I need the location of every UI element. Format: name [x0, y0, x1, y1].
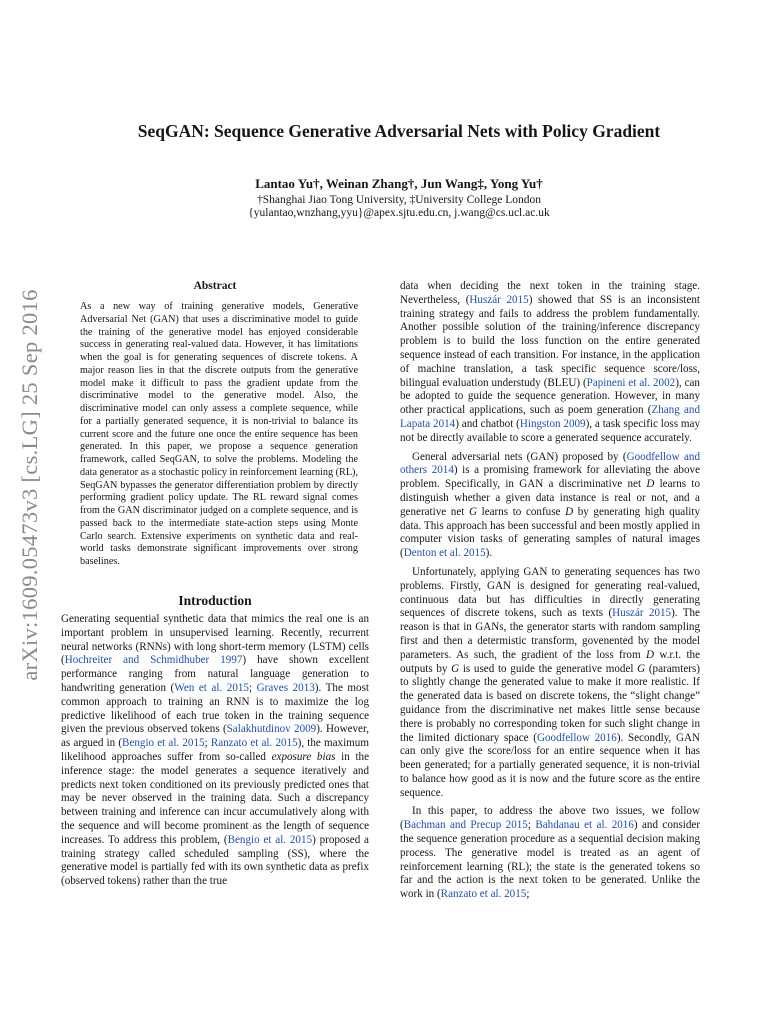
citation-link[interactable]: Huszár 2015 [612, 607, 672, 620]
citation-link[interactable]: Graves 2013 [256, 681, 315, 694]
citation-link[interactable]: Zhang and Lapata 2014 [400, 404, 700, 430]
citation-link[interactable]: Goodfellow and others 2014 [400, 450, 700, 477]
right-paragraph-3: Unfortunately, applying GAN to generating sequences has two problems. Firstly, GAN is designed for generating real-valued, continuous data but has difficulties in directly generating sequences of discrete tokens, such as texts (Huszár 2015). The reason is that in GANs, the generator starts with random sampling first and then a determistic transform, govenented by the model parameters. As such, the gradient of the loss from D w.r.t. the outputs by G is used to guide the generative model G (paramters) to slightly change the generated value to make it more realistic. If the generated data is based on discrete tokens, the “slight change” guidance from the discriminative net makes little sense because there is probably no corresponding token for such slight change in the limited dictionary space (Goodfellow 2016). Secondly, GAN can only give the score/loss for an entire sequence when it has been generated; for a partially generated sequence, it is non-trivial to balance how good as it is now and the future score as the entire sequence. [400, 565, 701, 799]
citation-link[interactable]: Bengio et al. 2015 [227, 833, 313, 846]
author-emails: {yulantao,wnzhang,yyu}@apex.sjtu.edu.cn, j.wang@cs.ucl.ac.uk [248, 207, 550, 219]
arxiv-identifier [10, 270, 50, 700]
citation-link[interactable]: Papineni et al. 2002 [586, 376, 676, 389]
abstract-text: As a new way of training generative models, Generative Adversarial Net (GAN) that uses a discriminative model to guide the training of the generative model has enjoyed considerable success in generating real-valued data. However, it has limitations when the goal is for generating sequences of discrete tokens. A major reason lies in that the discrete outputs from the generative model make it difficult to pass the gradient update from the discriminative model to the generative model. Also, the discriminative model can only assess a complete sequence, while for a partially generated sequence, it is non-trivial to balance its current score and the future one once the entire sequence has been generated. In this paper, we propose a sequence generation framework, called SeqGAN, to solve the problems. Modeling the data generator as a stochastic policy in reinforcement learning (RL), SeqGAN bypasses the generator differentiation problem by directly performing gradient policy update. The RL reward signal comes from the GAN discriminator judged on a complete sequence, and is passed back to the intermediate state-action steps using Monte Carlo search. Extensive experiments on synthetic data and real-world tasks demonstrate significant improvements over strong baselines. [80, 301, 358, 567]
intro-paragraph-1: Generating sequential synthetic data that mimics the real one is an important problem in unsupervised learning. Recently, recurrent neural networks (RNNs) with long short-term memory (LSTM) cells (Hochreiter and Schmidhuber 1997) have shown excellent performance ranging from natural language generation to handwriting generation (Wen et al. 2015; Graves 2013). The most common approach to training an RNN is to maximize the log predictive likelihood of each true token in the training sequence given the previous observed tokens (Salakhutdinov 2009). However, as argued in (Bengio et al. 2015; Ranzato et al. 2015), the maximum likelihood approaches suffer from so-called exposure bias in the inference stage: the model generates a sequence iteratively and predicts next token conditioned on its previously predicted ones that may be never observed in the training data. Such a discrepancy between training and inference can incur accumulatively along with the sequence and will become prominent as the length of sequence increases. To address this problem, (Bengio et al. 2015) proposed a training strategy called scheduled sampling (SS), where the generative model is partially fed with its own synthetic data as prefix (observed tokens) rather than the true [61, 613, 370, 888]
italic-term: exposure bias [271, 750, 336, 763]
abstract-heading: Abstract [193, 280, 237, 292]
citation-link[interactable]: Bahdanau et al. 2016 [535, 819, 634, 832]
italic-term: G [451, 662, 460, 675]
italic-term: G [637, 662, 646, 675]
introduction-body [61, 613, 369, 889]
citation-link[interactable]: Bachman and Precup 2015 [403, 819, 528, 832]
italic-term: D [646, 478, 655, 491]
citation-link[interactable]: Bengio et al. 2015 [122, 737, 205, 750]
citation-link[interactable]: Huszár 2015 [469, 293, 529, 306]
citation-link[interactable]: Hingston 2009 [519, 417, 586, 430]
right-paragraph-2: General adversarial nets (GAN) proposed by (Goodfellow and others 2014) is a promising framework for alleviating the above problem. Specifically, in GAN a discriminative net D learns to distinguish whether a given data instance is real or not, and a generative net G learns to confuse D by generating high quality data. This approach has been successful and been mostly applied in computer vision tasks of generating samples of natural images (Denton et al. 2015). [400, 450, 700, 560]
citation-link[interactable]: Ranzato et al. 2015 [210, 737, 298, 750]
citation-link[interactable]: Ranzato et al. 2015 [440, 888, 527, 901]
arxiv-identifier-text: arXiv:1609.05473v3 [cs.LG] 25 Sep 2016 [17, 289, 42, 681]
citation-link[interactable]: Hochreiter and Schmidhuber 1997 [64, 654, 243, 667]
italic-term: G [468, 505, 477, 518]
right-paragraph-1: data when deciding the next token in the training stage. Nevertheless, (Huszár 2015) showed that SS is an inconsistent training strategy and fails to address the problem fundamentally. Another possible solution of the training/inference discrepancy problem is to build the loss function on the entire generated sequence instead of each transition. For instance, in the application of machine translation, a task specific sequence score/loss, bilingual evaluation understudy (BLEU) (Papineni et al. 2002), can be adopted to guide the sequence generation. However, in many other practical applications, such as poem generation (Zhang and Lapata 2014) and chatbot (Hingston 2009), a task specific loss may not be directly available to score a generated sequence accurately. [400, 280, 700, 444]
author-list: Lantao Yu†, Weinan Zhang†, Jun Wang‡, Yong Yu† [255, 176, 543, 191]
italic-term: D [645, 648, 654, 661]
citation-link[interactable]: Wen et al. 2015 [174, 681, 249, 694]
introduction-heading: Introduction [178, 593, 252, 608]
citation-link[interactable]: Denton et al. 2015 [403, 547, 486, 560]
affiliations: †Shanghai Jiao Tong University, ‡University College London [256, 194, 542, 206]
citation-link[interactable]: Goodfellow 2016 [536, 731, 617, 744]
right-paragraph-4: In this paper, to address the above two issues, we follow (Bachman and Precup 2015; Bahdanau et al. 2016) and consider the sequence generation procedure as a sequential decision making process. The generative model is treated as an agent of reinforcement learning (RL); the state is the generated tokens so far and the action is the next token to be generated. Unlike the work in (Ranzato et al. 2015; [400, 805, 701, 901]
paper-title: SeqGAN: Sequence Generative Adversarial Nets with Policy Gradient [137, 121, 661, 141]
citation-link[interactable]: Salakhutdinov 2009 [226, 723, 317, 736]
right-column [400, 280, 700, 902]
italic-term: D [565, 505, 574, 518]
